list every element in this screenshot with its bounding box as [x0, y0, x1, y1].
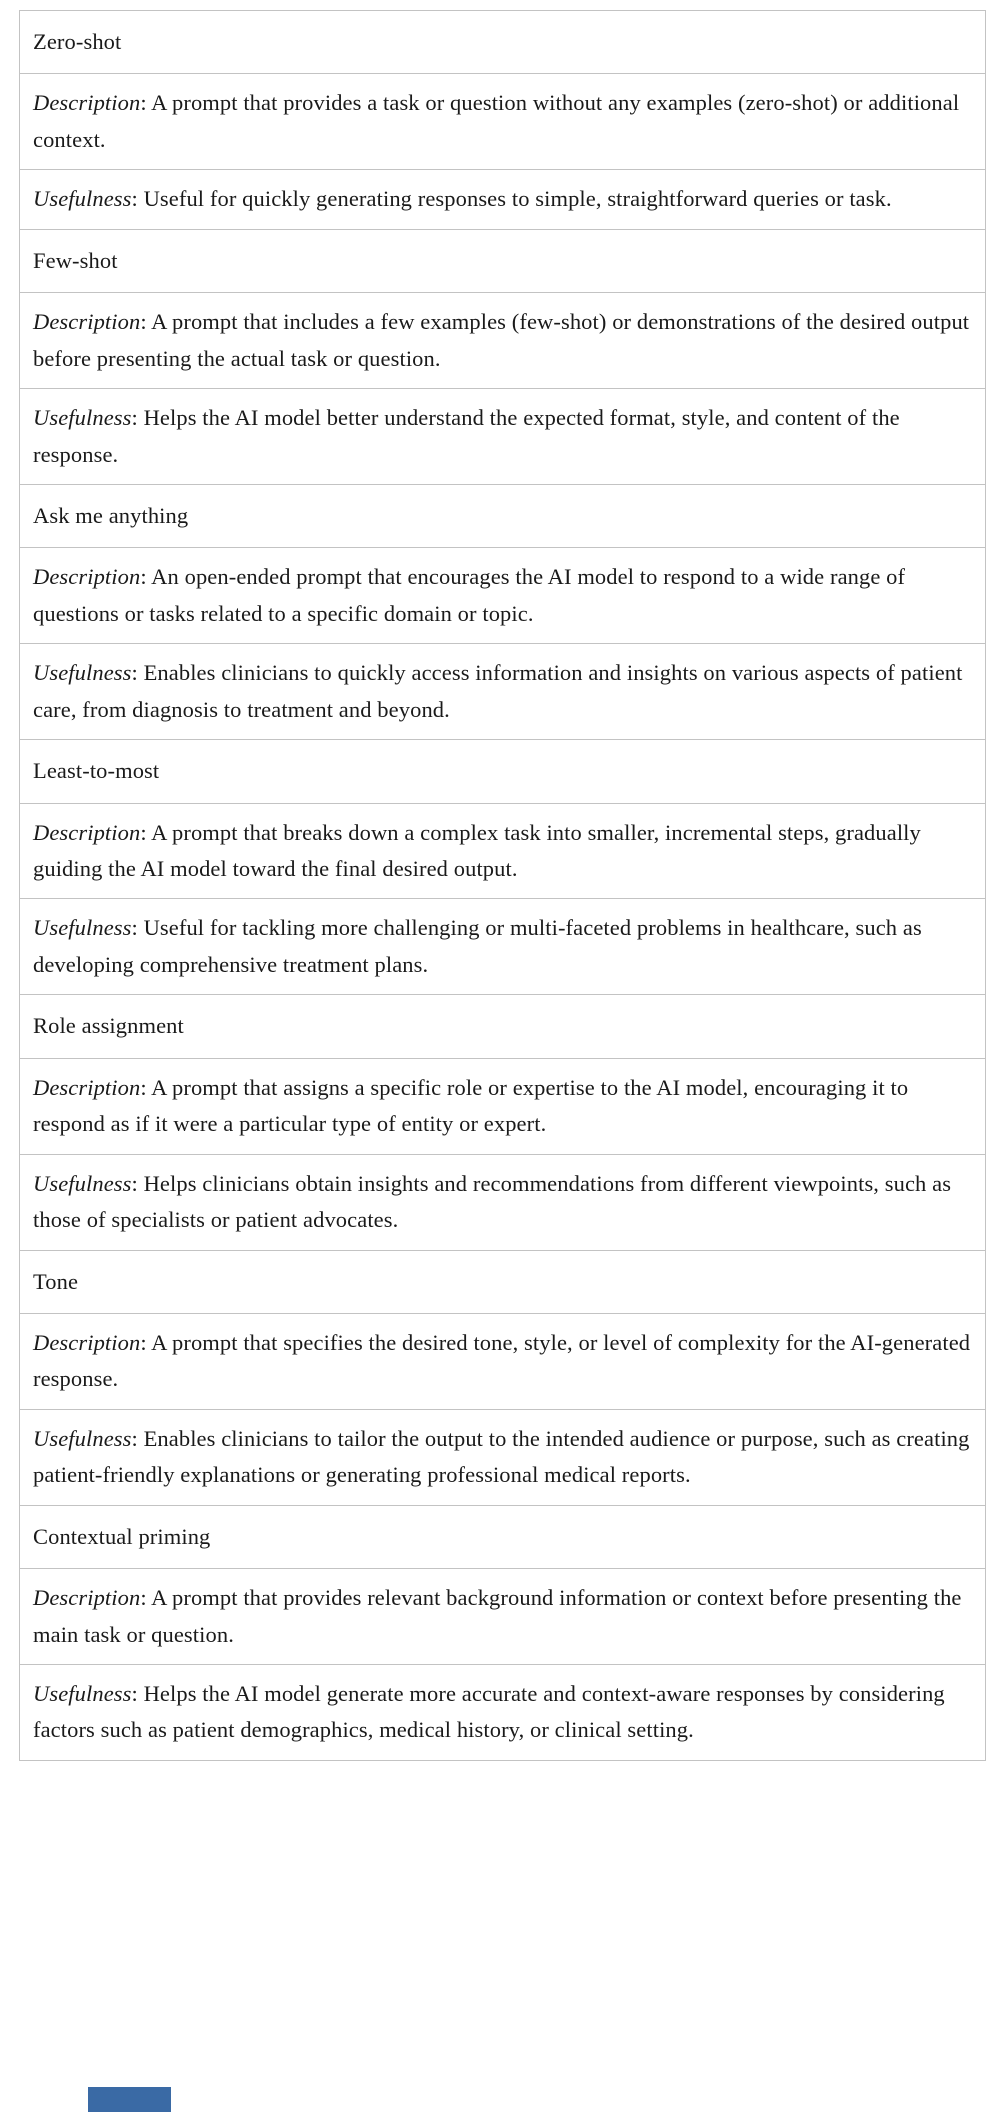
row-label: Description — [33, 1585, 141, 1611]
description-row: Description: A prompt that breaks down a complex task into smaller, incremental steps, gradually guiding the AI model toward the final desired output. — [19, 804, 986, 900]
usefulness-row: Usefulness: Helps the AI model better understand the expected format, style, and content of the response. — [19, 389, 986, 485]
technique-name-row: Ask me anything — [19, 485, 986, 548]
usefulness-row: Usefulness: Enables clinicians to quickly access information and insights on various aspects of patient care, from diagnosis to treatment and beyond. — [19, 644, 986, 740]
row-label: Description — [33, 90, 141, 116]
row-label: Description — [33, 1329, 141, 1355]
row-label: Usefulness — [33, 915, 132, 941]
row-label: Description — [33, 819, 141, 845]
description-row: Description: A prompt that includes a few examples (few-shot) or demonstrations of the desired output before presenting the actual task or question. — [19, 293, 986, 389]
technique-name-row: Tone — [19, 1251, 986, 1314]
row-label: Description — [33, 309, 141, 335]
usefulness-row: Usefulness: Helps clinicians obtain insights and recommendations from different viewpoints, such as those of specialists or patient advocates. — [19, 1155, 986, 1251]
usefulness-row: Usefulness: Enables clinicians to tailor the output to the intended audience or purpose, such as creating patient-friendly explanations or generating professional medical reports. — [19, 1410, 986, 1506]
row-label: Usefulness — [33, 1425, 132, 1451]
description-row: Description: An open-ended prompt that encourages the AI model to respond to a wide range of questions or tasks related to a specific domain or topic. — [19, 548, 986, 644]
description-row: Description: A prompt that provides a task or question without any examples (zero-shot) or additional context. — [19, 74, 986, 170]
row-label: Usefulness — [33, 405, 132, 431]
usefulness-row: Usefulness: Useful for quickly generating responses to simple, straightforward queries or task. — [19, 170, 986, 229]
description-row: Description: A prompt that specifies the desired tone, style, or level of complexity for the AI-generated response. — [19, 1314, 986, 1410]
usefulness-row: Usefulness: Helps the AI model generate more accurate and context-aware responses by considering factors such as patient demographics, medical history, or clinical setting. — [19, 1665, 986, 1761]
row-label: Usefulness — [33, 660, 132, 686]
row-label: Usefulness — [33, 186, 132, 212]
row-label: Description — [33, 564, 141, 590]
description-row: Description: A prompt that assigns a specific role or expertise to the AI model, encouraging it to respond as if it were a particular type of entity or expert. — [19, 1059, 986, 1155]
prompt-techniques-table — [19, 10, 986, 1761]
row-label: Description — [33, 1074, 141, 1100]
technique-name-row: Zero-shot — [19, 11, 986, 74]
usefulness-row: Usefulness: Useful for tackling more challenging or multi-faceted problems in healthcare, such as developing comprehensive treatment plans. — [19, 899, 986, 995]
description-row: Description: A prompt that provides relevant background information or context before presenting the main task or question. — [19, 1569, 986, 1665]
footer-accent-bar — [88, 2087, 171, 2112]
technique-name-row: Least-to-most — [19, 740, 986, 803]
row-label: Usefulness — [33, 1170, 132, 1196]
technique-name-row: Few-shot — [19, 230, 986, 293]
row-label: Usefulness — [33, 1681, 132, 1706]
technique-name-row: Role assignment — [19, 995, 986, 1058]
technique-name-row: Contextual priming — [19, 1506, 986, 1569]
